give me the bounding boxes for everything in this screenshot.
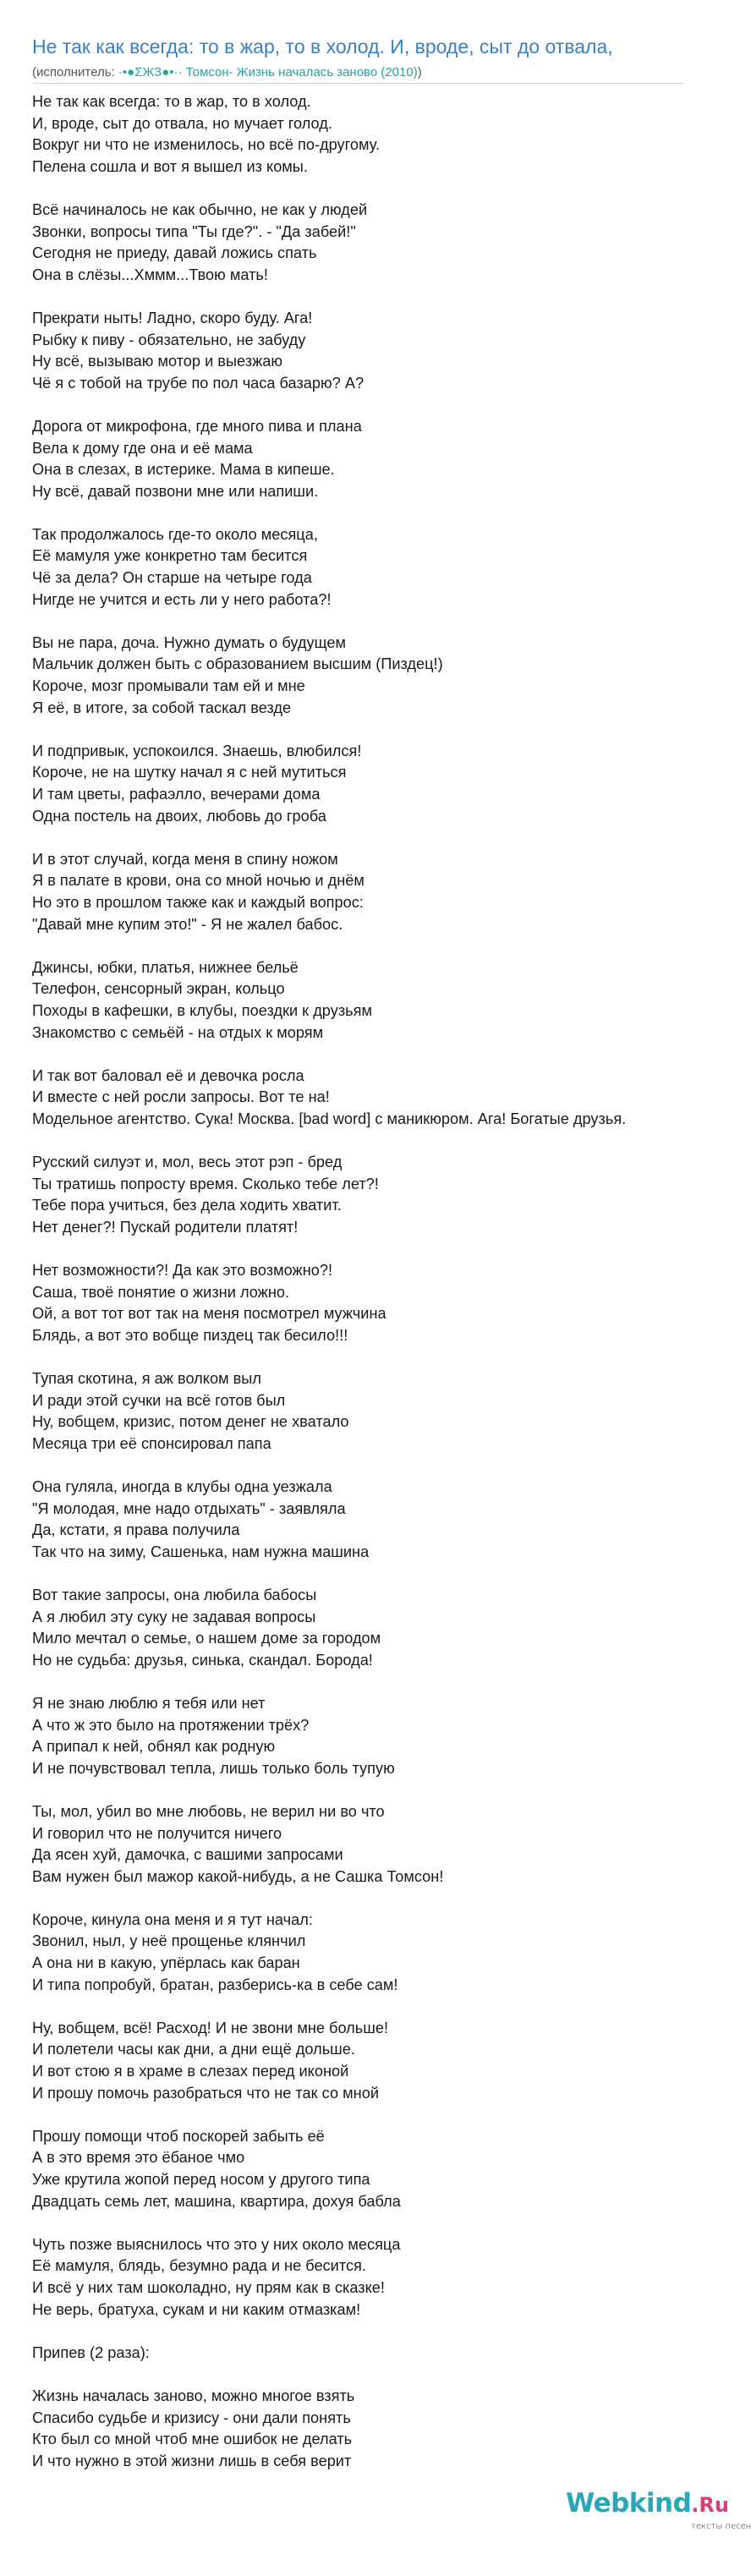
- lyric-line: И так вот баловал её и девочка росла: [32, 1066, 304, 1084]
- lyric-line: И, вроде, сыт до отвала, но мучает голод.: [32, 114, 332, 132]
- lyric-line: И ради этой сучки на всё готов был: [32, 1391, 286, 1409]
- lyric-line: Пелена сошла и вот я вышел из комы.: [32, 157, 308, 175]
- lyric-line: А припал к ней, обнял как родную: [32, 1738, 276, 1756]
- lyrics-stanza: [32, 1585, 704, 1671]
- lyric-line: Ну, вобщем, кризис, потом денег не хватало: [32, 1413, 349, 1431]
- lyric-line: Дорога от микрофона, где много пива и плана: [32, 417, 362, 435]
- lyric-line: И полетели часы как дни, а дни ещё дольше.: [32, 2041, 355, 2058]
- lyric-line: И что нужно в этой жизни лишь в себя верит: [32, 2452, 352, 2469]
- lyric-line: Ну всё, давай позвони мне или напиши.: [32, 482, 319, 500]
- lyric-line: Она в слёзы...Хммм...Твою мать!: [32, 266, 268, 283]
- lyric-line: И прошу помочь разобраться что не так со мной: [32, 2084, 379, 2102]
- lyric-line: Ой, а вот тот вот так на меня посмотрел мужчина: [32, 1305, 386, 1323]
- lyric-line: Спасибо судьбе и кризису - они дали понять: [32, 2409, 351, 2426]
- lyric-line: Ты тратишь попросту время. Сколько тебе лет?!: [32, 1175, 379, 1192]
- lyric-line: Мальчик должен быть с образованием высшим (Пиздец!): [32, 655, 443, 673]
- lyrics-stanza: [32, 2343, 704, 2365]
- lyric-line: Уже крутила жопой перед носом у другого типа: [32, 2171, 370, 2188]
- lyric-line: А я любил эту суку не задавая вопросы: [32, 1608, 316, 1625]
- lyric-line: Чуть позже выяснилось что это у них около месяца: [32, 2235, 401, 2253]
- artist-close: ): [417, 65, 422, 79]
- logo-wordmark: Webkind: [566, 2488, 692, 2518]
- lyric-line: Мило мечтал о семье, о нашем доме за городом: [32, 1630, 381, 1647]
- lyric-line: Походы в кафешки, в клубы, поездки к друзьям: [32, 1001, 372, 1019]
- lyric-line: Так продолжалось где-то около месяца,: [32, 525, 318, 543]
- lyric-line: Сегодня не приеду, давай ложись спать: [32, 244, 317, 262]
- lyric-line: Ну, вобщем, всё! Расход! И не звони мне больше!: [32, 2019, 389, 2036]
- lyric-line: Рыбку к пиву - обязательно, не забуду: [32, 331, 306, 348]
- lyric-line: Короче, кинула она меня и я тут начал:: [32, 1910, 313, 1928]
- lyric-line: Ты, мол, убил во мне любовь, не верил ни во что: [32, 1802, 385, 1820]
- logo-domain: .Ru: [691, 2493, 729, 2517]
- lyrics-body: [32, 91, 704, 2494]
- lyric-line: И типа попробуй, братан, разберись-ка в себе сам!: [32, 1976, 398, 1993]
- lyrics-stanza: [32, 1368, 704, 1455]
- lyrics-stanza: [32, 200, 704, 286]
- lyric-line: Саша, твоё понятие о жизни ложно.: [32, 1283, 290, 1301]
- artist-link[interactable]: ·•●ΣЖЗ●•·· Томсон- Жизнь началась заново (2010): [118, 65, 418, 79]
- lyric-line: И в этот случай, когда меня в спину ножом: [32, 850, 338, 868]
- lyric-line: Месяца три её спонсировал папа: [32, 1434, 271, 1452]
- lyric-line: Двадцать семь лет, машина, квартира, дохуя бабла: [32, 2192, 401, 2210]
- lyric-line: Да, кстати, я права получила: [32, 1521, 240, 1539]
- lyric-line: Жизнь началась заново, можно многое взять: [32, 2387, 355, 2404]
- webkind-logo[interactable]: [566, 2488, 751, 2531]
- lyric-line: Чё за дела? Он старше на четыре года: [32, 569, 312, 587]
- lyrics-stanza: [32, 1693, 704, 1779]
- lyrics-stanza: [32, 1066, 704, 1131]
- lyrics-stanza: [32, 741, 704, 827]
- lyrics-stanza: [32, 1477, 704, 1563]
- lyric-line: Прекрати ныть! Ладно, скоро буду. Ага!: [32, 309, 313, 326]
- lyrics-stanza: [32, 1260, 704, 1346]
- lyric-line: "Давай мне купим это!" - Я не жалел бабос.: [32, 915, 343, 933]
- lyrics-stanza: [32, 91, 704, 178]
- lyric-line: Она в слезах, в истерике. Мама в кипеше.: [32, 461, 335, 479]
- lyric-line: И подпривык, успокоился. Знаешь, влюбился!: [32, 742, 362, 759]
- lyric-line: Джинсы, юбки, платья, нижнее бельё: [32, 958, 299, 976]
- lyric-line: Блядь, а вот это вобще пиздец так бесило!!!: [32, 1326, 348, 1344]
- lyric-line: Тебе пора учиться, без дела ходить хватит.: [32, 1197, 342, 1214]
- lyric-line: Она гуляла, иногда в клубы одна уезжала: [32, 1478, 332, 1495]
- lyric-line: И всё у них там шоколадно, ну прям как в сказке!: [32, 2278, 385, 2296]
- header-divider: [32, 83, 683, 84]
- lyric-line: Всё начиналось не как обычно, не как у людей: [32, 200, 368, 218]
- lyric-line: Но это в прошлом также как и каждый вопрос:: [32, 893, 364, 911]
- lyrics-stanza: [32, 308, 704, 394]
- lyric-line: Вы не пара, доча. Нужно думать о будущем: [32, 633, 346, 651]
- lyrics-stanza: [32, 849, 704, 935]
- lyric-line: Я её, в итоге, за собой таскал везде: [32, 699, 292, 716]
- lyrics-stanza: [32, 524, 704, 611]
- lyric-line: Ну всё, вызываю мотор и выезжаю: [32, 353, 283, 370]
- lyric-line: Припев (2 раза):: [32, 2343, 150, 2361]
- lyric-line: Одна постель на двоих, любовь до гроба: [32, 807, 326, 825]
- lyric-line: Вот такие запросы, она любила бабосы: [32, 1586, 317, 1603]
- lyric-line: Не так как всегда: то в жар, то в холод.: [32, 93, 311, 110]
- lyric-line: Её мамуля, блядь, безумно рада и не бесится.: [32, 2257, 366, 2275]
- lyric-line: Вела к дому где она и её мама: [32, 439, 253, 457]
- lyric-line: И говорил что не получится ничего: [32, 1824, 282, 1842]
- lyrics-stanza: [32, 1910, 704, 1996]
- lyrics-stanza: [32, 2234, 704, 2321]
- lyric-line: Я в палате в крови, она со мной ночью и днём: [32, 872, 365, 890]
- lyrics-stanza: [32, 633, 704, 719]
- lyric-line: А что ж это было на протяжении трёх?: [32, 1716, 310, 1734]
- lyrics-stanza: [32, 957, 704, 1044]
- lyric-line: Вокруг ни что не изменилось, но всё по-другому.: [32, 136, 381, 154]
- lyric-line: "Я молодая, мне надо отдыхать" - заявляла: [32, 1499, 346, 1517]
- lyric-line: Короче, мозг промывали там ей и мне: [32, 677, 305, 695]
- lyric-line: Нет возможности?! Да как это возможно?!: [32, 1262, 333, 1280]
- lyric-line: Не верь, братуха, сукам и ни каким отмазкам!: [32, 2300, 361, 2318]
- lyrics-stanza: [32, 1801, 704, 1888]
- lyric-line: Нет денег?! Пускай родители платят!: [32, 1218, 299, 1236]
- lyric-line: И не почувствовал тепла, лишь только боль тупую: [32, 1759, 395, 1777]
- lyric-line: Звонил, ныл, у неё прощенье клянчил: [32, 1932, 306, 1950]
- lyric-line: Но не судьба: друзья, синька, скандал. Борода!: [32, 1651, 373, 1669]
- artist-label: (исполнитель:: [32, 65, 115, 79]
- lyric-line: Я не знаю люблю я тебя или нет: [32, 1694, 266, 1712]
- lyric-line: И вот стою я в храме в слезах перед иконой: [32, 2063, 349, 2080]
- lyric-line: Чё я с тобой на трубе по пол часа базарю? А?: [32, 374, 365, 392]
- lyric-line: И там цветы, рафаэлло, вечерами дома: [32, 786, 321, 803]
- logo-tagline: тексты песен: [691, 2522, 751, 2531]
- lyric-line: Так что на зиму, Сашенька, нам нужна машина: [32, 1543, 370, 1560]
- lyric-line: Тупая скотина, я аж волком выл: [32, 1370, 261, 1388]
- lyrics-stanza: [32, 2386, 704, 2472]
- lyric-line: А она ни в какую, упёрлась как баран: [32, 1954, 300, 1972]
- lyrics-stanza: [32, 416, 704, 502]
- lyric-line: Вам нужен был мажор какой-нибудь, а не Сашка Томсон!: [32, 1867, 444, 1885]
- lyric-line: Звонки, вопросы типа "Ты где?". - "Да забей!": [32, 222, 356, 240]
- lyric-line: Модельное агентство. Сука! Москва. [bad word] с маникюром. Ага! Богатые друзья.: [32, 1110, 627, 1127]
- lyric-line: Короче, не на шутку начал я с ней мутиться: [32, 764, 347, 781]
- lyric-line: Её мамуля уже конкретно там бесится: [32, 547, 308, 565]
- lyric-line: Телефон, сенсорный экран, кольцо: [32, 980, 285, 998]
- song-title: Не так как всегда: то в жар, то в холод. И, вроде, сыт до отвала,: [32, 36, 613, 58]
- lyric-line: Русский силуэт и, мол, весь этот рэп - бред: [32, 1154, 343, 1171]
- lyric-line: Прошу помощи чтоб поскорей забыть её: [32, 2127, 325, 2145]
- lyrics-stanza: [32, 2126, 704, 2212]
- lyrics-stanza: [32, 2018, 704, 2104]
- lyric-line: Кто был со мной чтоб мне ошибок не делать: [32, 2431, 353, 2448]
- lyrics-stanza: [32, 1152, 704, 1238]
- lyric-line: Знакомство с семьёй - на отдых к морям: [32, 1023, 324, 1041]
- lyric-line: А в это время это ёбаное чмо: [32, 2149, 245, 2167]
- lyric-line: Нигде не учится и есть ли у него работа?!: [32, 590, 332, 608]
- lyric-line: Да ясен хуй, дамочка, с вашими запросами: [32, 1846, 343, 1864]
- lyric-line: И вместе с ней росли запросы. Вот те на!: [32, 1088, 330, 1106]
- artist-line: [32, 64, 422, 81]
